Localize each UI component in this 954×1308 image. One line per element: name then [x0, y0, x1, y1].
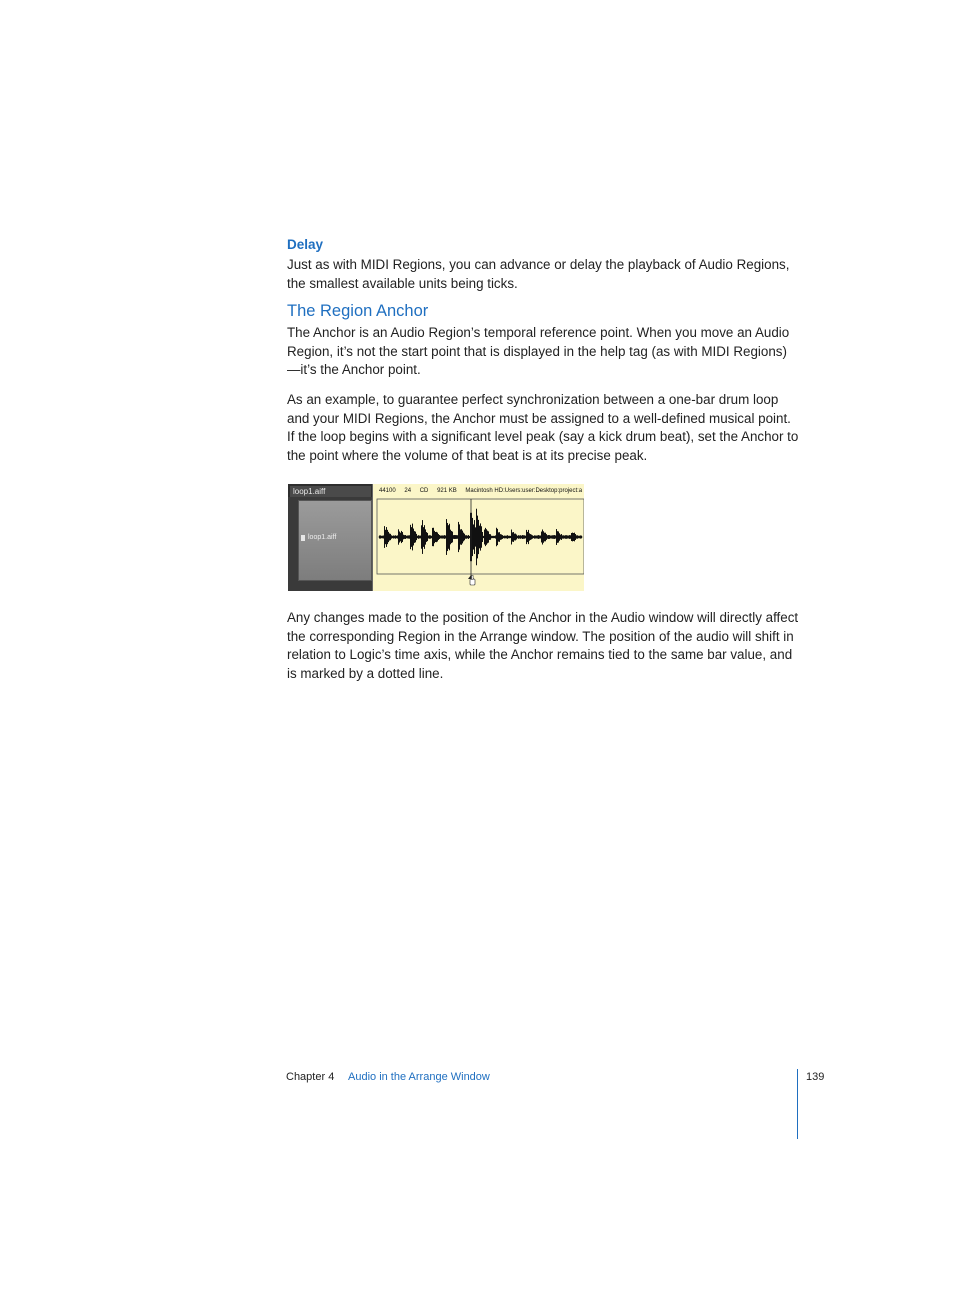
waveform-bar: [453, 535, 454, 539]
waveform-bar: [502, 535, 503, 539]
waveform-bar: [556, 529, 557, 545]
waveform-bar: [404, 535, 405, 539]
waveform-bar: [420, 536, 421, 539]
waveform-bar: [528, 530, 529, 544]
waveform-bar: [458, 522, 459, 552]
waveform-bar: [509, 536, 510, 538]
waveform-bar: [415, 532, 416, 543]
waveform-bar: [485, 528, 486, 546]
waveform-bar: [459, 524, 460, 549]
waveform-bar: [398, 529, 399, 544]
waveform-bar: [570, 535, 571, 538]
waveform-bar: [513, 532, 514, 542]
waveform-bar: [464, 534, 465, 541]
waveform-bar: [508, 536, 509, 538]
waveform-bar: [460, 529, 461, 544]
waveform-bar: [462, 531, 463, 544]
region-handle: [301, 535, 305, 541]
waveform-bar: [522, 535, 523, 539]
waveform-bar: [432, 528, 433, 546]
waveform-bar: [406, 536, 407, 539]
waveform-bar: [466, 535, 467, 539]
waveform-bar: [380, 535, 381, 538]
waveform-bar: [546, 534, 547, 540]
waveform-bar: [396, 536, 397, 538]
waveform-bar: [411, 527, 412, 547]
waveform-bar: [427, 533, 428, 541]
waveform-bar: [497, 529, 498, 545]
waveform-bar: [481, 526, 482, 547]
waveform-bar: [467, 536, 468, 539]
waveform-bar: [393, 535, 394, 538]
waveform-bar: [511, 530, 512, 545]
waveform-bar: [383, 536, 384, 539]
waveform-bar: [552, 535, 553, 538]
waveform-bar: [540, 536, 541, 539]
file-size: 921 KB: [437, 488, 457, 494]
waveform-bar: [469, 536, 470, 538]
waveform-bar: [408, 535, 409, 538]
waveform-bar: [472, 518, 473, 556]
waveform-bar: [441, 536, 442, 539]
waveform-bar: [491, 536, 492, 539]
waveform-bar: [484, 530, 485, 545]
waveform-bar: [572, 533, 573, 542]
waveform-bar: [512, 532, 513, 541]
waveform-bar: [549, 535, 550, 539]
waveform-bar: [562, 535, 563, 538]
waveform-bar: [477, 516, 478, 559]
waveform-bar: [473, 524, 474, 549]
waveform-bar: [558, 531, 559, 542]
region-anchor-para-3: Any changes made to the position of the Anchor in the Audio window will directly affect the corresponding Region in the Arrange window. The position of the audio will shift in relation to Logic’s time axis, while the Anchor remains tied to the same bar value, and is marked by a dotted line.: [287, 610, 799, 682]
sample-editor: [372, 484, 584, 591]
waveform-bar: [428, 536, 429, 539]
waveform-bar: [575, 534, 576, 540]
waveform-bar: [492, 536, 493, 538]
waveform-bar: [419, 536, 420, 539]
waveform-bar: [571, 533, 572, 541]
waveform-bar: [423, 527, 424, 547]
waveform-bar: [405, 535, 406, 539]
waveform-bar: [438, 534, 439, 540]
waveform-bar: [431, 536, 432, 538]
waveform-bar: [524, 535, 525, 538]
waveform-bar: [506, 536, 507, 539]
footer-divider: [797, 1069, 798, 1139]
waveform-bar: [448, 525, 449, 549]
waveform-bar: [567, 535, 568, 538]
waveform-bar: [525, 536, 526, 539]
waveform-bar: [475, 527, 476, 546]
waveform-bar: [498, 532, 499, 541]
waveform-bar: [581, 536, 582, 539]
waveform-bar: [442, 535, 443, 538]
region-anchor-heading: The Region Anchor: [287, 302, 429, 320]
waveform-bars: [379, 509, 582, 566]
delay-heading: Delay: [287, 237, 324, 252]
waveform-bar: [474, 520, 475, 554]
waveform-bar: [425, 529, 426, 544]
waveform-bar: [568, 536, 569, 539]
waveform-bar: [435, 532, 436, 542]
waveform-bar: [569, 535, 570, 539]
waveform-bar: [465, 535, 466, 538]
waveform-bar: [409, 535, 410, 538]
file-info-bar: [379, 488, 584, 494]
file-format: CD: [419, 488, 429, 494]
waveform-bar: [416, 534, 417, 540]
waveform-bar: [402, 532, 403, 542]
waveform-bar: [407, 536, 408, 539]
waveform-bar: [433, 528, 434, 546]
waveform-bar: [494, 536, 495, 538]
waveform-bar: [541, 532, 542, 543]
audio-region: [298, 500, 372, 581]
waveform-bar: [544, 533, 545, 542]
waveform-bar: [516, 535, 517, 540]
waveform-bar: [381, 536, 382, 538]
footer-chapter-title: Audio in the Arrange Window: [348, 1071, 490, 1083]
waveform-bar: [505, 536, 506, 539]
waveform-bar: [410, 525, 411, 549]
waveform-bar: [574, 533, 575, 542]
waveform-bar: [555, 535, 556, 538]
waveform-bar: [550, 536, 551, 539]
arrange-panel: [288, 497, 372, 591]
waveform-bar: [379, 535, 380, 538]
waveform-bar: [553, 535, 554, 539]
waveform-bar: [536, 536, 537, 539]
waveform-bar: [394, 536, 395, 539]
waveform-bar: [452, 532, 453, 543]
waveform-bar: [547, 535, 548, 538]
waveform-bar: [514, 534, 515, 541]
waveform-bar: [539, 535, 540, 538]
waveform-bar: [520, 535, 521, 539]
waveform-bar: [538, 535, 539, 539]
audio-window-screenshot: [288, 484, 584, 591]
waveform-bar: [439, 535, 440, 539]
waveform-bar: [400, 533, 401, 542]
file-path: Macintosh HD:Users:user:Desktop:project:a: [465, 488, 583, 494]
waveform-bar: [389, 533, 390, 540]
waveform-bar: [529, 533, 530, 540]
waveform-bar: [418, 535, 419, 539]
waveform-bar: [535, 536, 536, 539]
waveform-bar: [403, 535, 404, 540]
waveform-bar: [449, 524, 450, 551]
waveform-bar: [495, 535, 496, 538]
waveform-bar: [401, 531, 402, 543]
waveform-bar: [510, 536, 511, 538]
delay-body: Just as with MIDI Regions, you can advance or delay the playback of Audio Regions, the smallest available units being ticks.: [287, 257, 790, 291]
waveform-bar: [531, 535, 532, 540]
waveform-bar: [488, 531, 489, 542]
waveform-bar: [480, 523, 481, 550]
waveform-bar: [387, 530, 388, 544]
waveform-bar: [454, 535, 455, 539]
waveform-bar: [456, 535, 457, 539]
waveform-bar: [561, 534, 562, 540]
waveform-bar: [412, 524, 413, 551]
waveform-bar: [395, 535, 396, 538]
waveform-bar: [523, 535, 524, 538]
waveform-bar: [455, 535, 456, 539]
waveform-bar: [519, 535, 520, 538]
waveform-bar: [479, 526, 480, 549]
waveform-bar: [527, 532, 528, 542]
waveform-bar: [490, 534, 491, 540]
waveform-display: [376, 498, 584, 591]
waveform-bar: [576, 535, 577, 538]
waveform-bar: [504, 536, 505, 539]
waveform-bar: [434, 531, 435, 543]
sample-rate: 44100: [379, 488, 396, 494]
waveform-bar: [580, 535, 581, 538]
waveform-bar: [437, 533, 438, 542]
waveform-bar: [515, 534, 516, 541]
waveform-bar: [478, 520, 479, 554]
waveform-bar: [500, 534, 501, 540]
waveform-bar: [564, 536, 565, 539]
waveform-bar: [450, 530, 451, 545]
waveform-bar: [391, 535, 392, 538]
waveform-bar: [577, 535, 578, 538]
waveform-bar: [384, 526, 385, 548]
waveform-bar: [430, 535, 431, 538]
waveform-bar: [517, 536, 518, 538]
region-anchor-para-2: As an example, to guarantee perfect synchronization between a one-bar drum loop and your MIDI Regions, the Anchor must be assigned to a well-defined musical point. If the loop begins with a significant level peak (say a kick drum beat), set the Anchor to the point where the volume of that beat is at its precise peak.: [287, 392, 799, 464]
waveform-bar: [422, 520, 423, 554]
waveform-bar: [518, 535, 519, 539]
waveform-bar: [447, 523, 448, 551]
waveform-bar: [496, 528, 497, 546]
waveform-bar: [543, 531, 544, 542]
waveform-bar: [457, 535, 458, 539]
waveform-bar: [554, 535, 555, 539]
waveform-bar: [534, 535, 535, 538]
waveform-bar: [388, 532, 389, 542]
waveform-bar: [382, 536, 383, 539]
waveform-bar: [421, 525, 422, 548]
waveform-bar: [563, 535, 564, 538]
waveform-bar: [487, 531, 488, 544]
waveform-bar: [573, 533, 574, 541]
footer-chapter-label: Chapter 4: [286, 1071, 335, 1083]
waveform-bar: [537, 535, 538, 538]
waveform-bar: [486, 529, 487, 545]
waveform-bar: [446, 519, 447, 555]
waveform-bar: [532, 535, 533, 538]
waveform-bar: [548, 535, 549, 539]
waveform-bar: [566, 535, 567, 539]
waveform-bar: [545, 533, 546, 542]
waveform-bar: [413, 529, 414, 546]
region-name: loop1.aiff: [308, 534, 337, 541]
waveform-bar: [461, 529, 462, 545]
region-anchor-para-1: The Anchor is an Audio Region’s temporal reference point. When you move an Audio Region, it’s not the start point that is displayed in the help tag (as with MIDI Regions)—it’s the Anchor point.: [287, 325, 790, 378]
waveform-bar: [392, 536, 393, 538]
waveform-bar: [559, 533, 560, 540]
waveform-bar: [493, 536, 494, 538]
waveform-bar: [417, 536, 418, 538]
waveform-bar: [482, 532, 483, 542]
waveform-bar: [483, 536, 484, 538]
waveform-bar: [397, 535, 398, 538]
waveform-bar: [565, 535, 566, 539]
waveform-bar: [507, 535, 508, 539]
waveform-bar: [579, 536, 580, 539]
waveform-bar: [424, 525, 425, 549]
waveform-bar: [426, 532, 427, 542]
waveform-bar: [560, 535, 561, 540]
waveform-bar: [557, 531, 558, 543]
waveform-bar: [445, 535, 446, 538]
waveform-bar: [444, 535, 445, 539]
waveform-bar: [463, 533, 464, 542]
waveform-bar: [390, 534, 391, 540]
waveform-bar: [386, 527, 387, 547]
waveform-bar: [399, 531, 400, 542]
waveform-bar: [436, 532, 437, 542]
waveform-bar: [468, 535, 469, 539]
waveform-bar: [414, 531, 415, 543]
waveform-bar: [489, 534, 490, 540]
waveform-bar: [530, 534, 531, 540]
waveform-bar: [551, 535, 552, 538]
waveform-bar: [476, 509, 477, 566]
waveform-bar: [501, 534, 502, 539]
waveform-bar: [499, 532, 500, 542]
waveform-bar: [533, 536, 534, 538]
waveform-bar: [526, 530, 527, 544]
waveform-bar: [440, 536, 441, 539]
waveform-bar: [385, 530, 386, 544]
waveform-bar: [542, 529, 543, 544]
waveform-bar: [429, 535, 430, 539]
waveform-bar: [451, 531, 452, 543]
waveform-bar: [503, 536, 504, 538]
bit-depth: 24: [404, 488, 412, 494]
waveform-bar: [521, 536, 522, 539]
waveform-bar: [578, 536, 579, 539]
page-number: 139: [806, 1071, 825, 1083]
track-title: loop1.aiff: [290, 486, 371, 497]
waveform-bar: [443, 536, 444, 539]
